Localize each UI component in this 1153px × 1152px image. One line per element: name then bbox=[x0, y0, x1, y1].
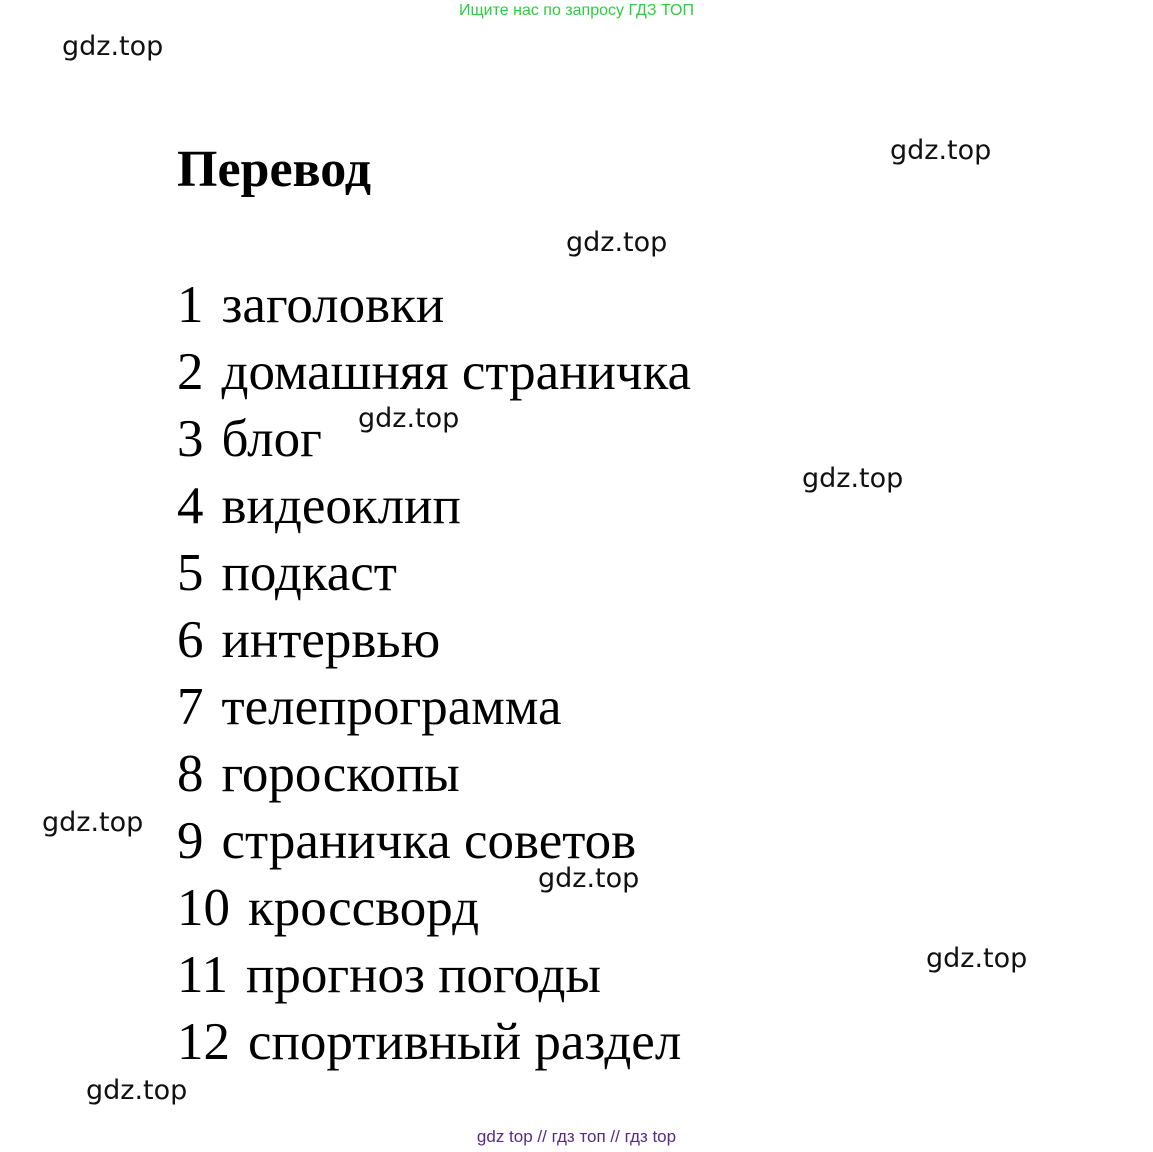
item-number: 6 bbox=[177, 611, 204, 669]
item-number: 10 bbox=[177, 879, 230, 937]
list-item bbox=[177, 741, 691, 808]
item-text: интервью bbox=[221, 611, 441, 669]
list-item bbox=[177, 540, 691, 607]
watermark: gdz.top bbox=[86, 1075, 188, 1106]
top-banner: Ищите нас по запросу ГДЗ ТОП bbox=[459, 2, 694, 19]
watermark: gdz.top bbox=[926, 943, 1028, 974]
item-number: 2 bbox=[177, 343, 204, 401]
list-item bbox=[177, 339, 691, 406]
list-item bbox=[177, 406, 691, 473]
item-text: страничка советов bbox=[221, 812, 637, 870]
item-number: 7 bbox=[177, 678, 204, 736]
item-text: блог bbox=[221, 410, 322, 468]
item-text: видеоклип bbox=[221, 477, 461, 535]
translation-list bbox=[177, 272, 691, 1076]
list-item bbox=[177, 607, 691, 674]
item-text: гороскопы bbox=[221, 745, 460, 803]
watermark: gdz.top bbox=[62, 31, 164, 62]
item-text: телепрограмма bbox=[221, 678, 562, 736]
watermark: gdz.top bbox=[890, 135, 992, 166]
watermark: gdz.top bbox=[802, 463, 904, 494]
item-number: 9 bbox=[177, 812, 204, 870]
item-text: прогноз погоды bbox=[246, 946, 602, 1004]
item-number: 3 bbox=[177, 410, 204, 468]
list-item bbox=[177, 473, 691, 540]
list-item bbox=[177, 272, 691, 339]
list-item bbox=[177, 674, 691, 741]
watermark: gdz.top bbox=[42, 807, 144, 838]
watermark: gdz.top bbox=[566, 227, 668, 258]
item-number: 12 bbox=[177, 1013, 230, 1071]
page-title: Перевод bbox=[177, 141, 372, 198]
list-item bbox=[177, 808, 691, 875]
item-text: кроссворд bbox=[248, 879, 480, 937]
item-number: 5 bbox=[177, 544, 204, 602]
list-item bbox=[177, 875, 691, 942]
list-item bbox=[177, 942, 691, 1009]
item-text: подкаст bbox=[221, 544, 397, 602]
item-text: заголовки bbox=[221, 276, 445, 334]
list-item bbox=[177, 1009, 691, 1076]
item-number: 4 bbox=[177, 477, 204, 535]
item-text: спортивный раздел bbox=[248, 1013, 682, 1071]
footer-links[interactable]: gdz top // гдз топ // гдз top bbox=[476, 1127, 677, 1146]
item-number: 1 bbox=[177, 276, 204, 334]
item-number: 8 bbox=[177, 745, 204, 803]
item-text: домашняя страничка bbox=[221, 343, 692, 401]
watermark: gdz.top bbox=[358, 403, 460, 434]
item-number: 11 bbox=[177, 946, 229, 1004]
watermark: gdz.top bbox=[538, 863, 640, 894]
